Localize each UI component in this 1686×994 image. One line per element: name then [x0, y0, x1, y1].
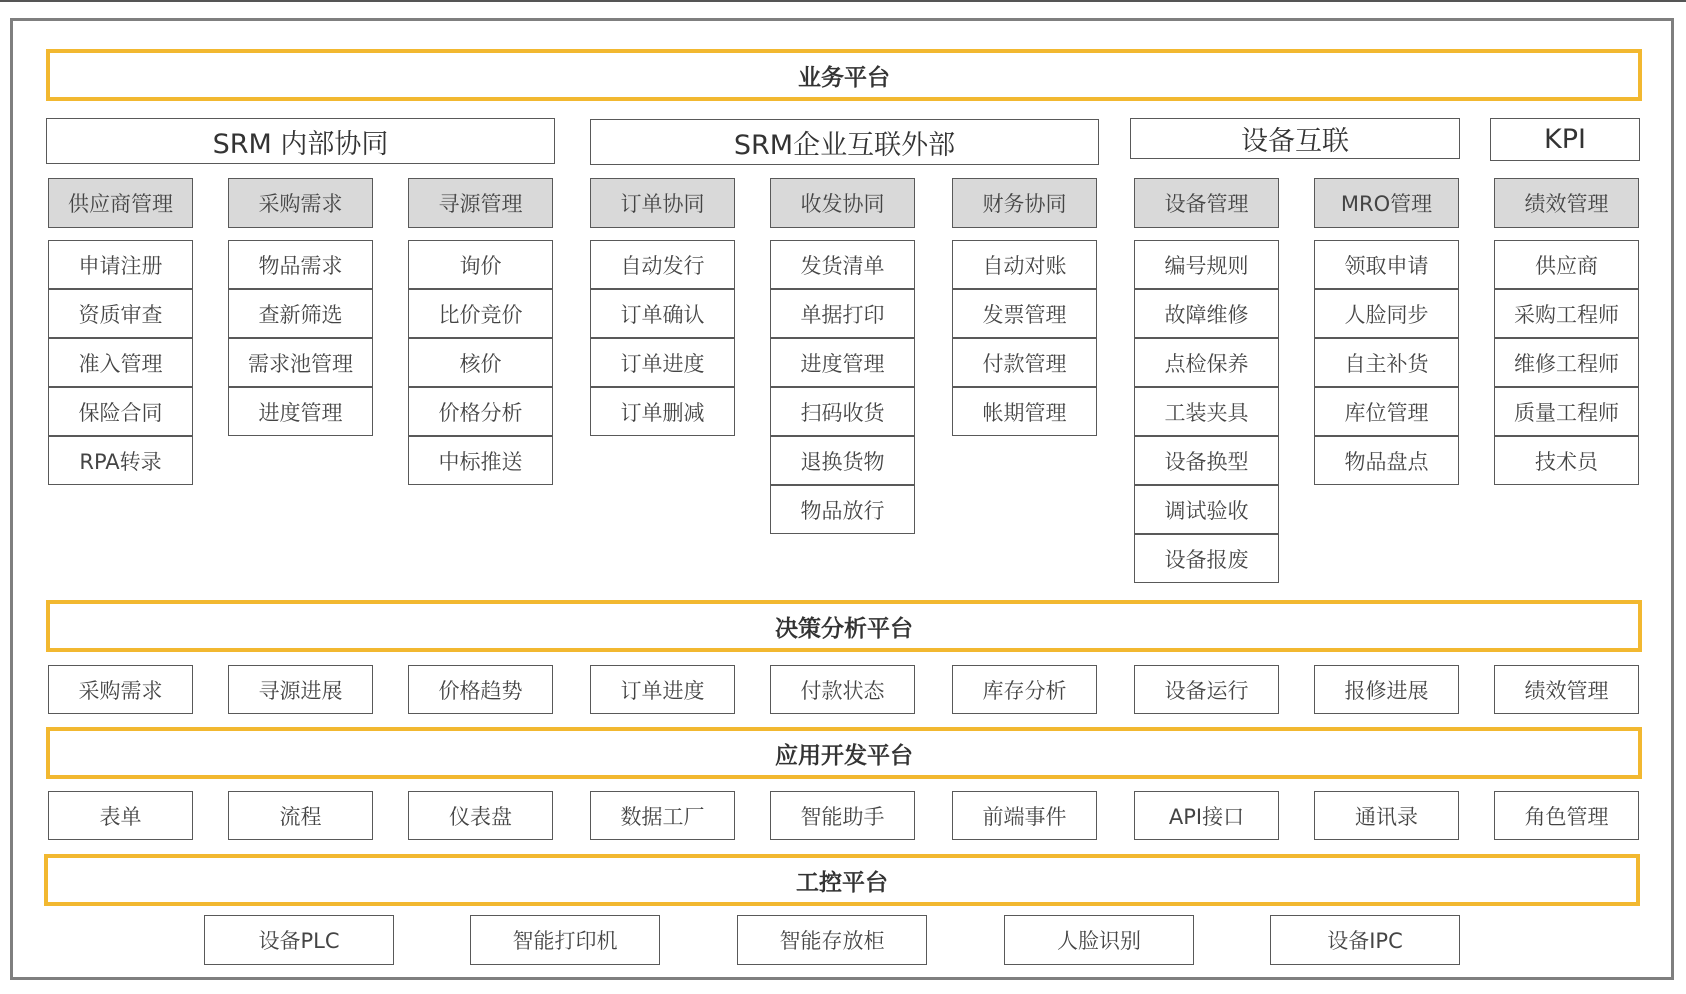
- module-item: 设备换型: [1134, 436, 1279, 485]
- module-item: 中标推送: [408, 436, 553, 485]
- group-srm-internal: SRM 内部协同: [46, 118, 555, 164]
- module-item: 自动发行: [590, 240, 735, 289]
- industrial-item: 人脸识别: [1004, 915, 1194, 965]
- industrial-item: 智能打印机: [470, 915, 660, 965]
- app-dev-item: 仪表盘: [408, 791, 553, 840]
- module-item: 发票管理: [952, 289, 1097, 338]
- module-item: 物品放行: [770, 485, 915, 534]
- decision-item: 订单进度: [590, 665, 735, 714]
- module-item: 单据打印: [770, 289, 915, 338]
- category-8: 绩效管理: [1494, 178, 1639, 228]
- module-item: 核价: [408, 338, 553, 387]
- module-item: 订单确认: [590, 289, 735, 338]
- module-item: 扫码收货: [770, 387, 915, 436]
- module-item: 退换货物: [770, 436, 915, 485]
- app-dev-item: 角色管理: [1494, 791, 1639, 840]
- app-dev-item: 表单: [48, 791, 193, 840]
- module-item: 质量工程师: [1494, 387, 1639, 436]
- group-srm-external: SRM企业互联外部: [590, 119, 1099, 165]
- module-item: 发货清单: [770, 240, 915, 289]
- module-item: 订单进度: [590, 338, 735, 387]
- group-device-interconnect: 设备互联: [1130, 118, 1460, 159]
- module-item: 技术员: [1494, 436, 1639, 485]
- module-item: 自动对账: [952, 240, 1097, 289]
- module-item: 供应商: [1494, 240, 1639, 289]
- module-item: 申请注册: [48, 240, 193, 289]
- decision-item: 设备运行: [1134, 665, 1279, 714]
- module-item: 设备报废: [1134, 534, 1279, 583]
- category-5: 财务协同: [952, 178, 1097, 228]
- module-item: 价格分析: [408, 387, 553, 436]
- module-item: 物品需求: [228, 240, 373, 289]
- category-2: 寻源管理: [408, 178, 553, 228]
- band-app-dev-platform: 应用开发平台: [46, 727, 1642, 779]
- module-item: 需求池管理: [228, 338, 373, 387]
- module-item: 调试验收: [1134, 485, 1279, 534]
- top-divider: [0, 0, 1686, 2]
- industrial-item: 智能存放柜: [737, 915, 927, 965]
- app-dev-item: 通讯录: [1314, 791, 1459, 840]
- module-item: 保险合同: [48, 387, 193, 436]
- module-item: 点检保养: [1134, 338, 1279, 387]
- category-7: MRO管理: [1314, 178, 1459, 228]
- app-dev-item: API接口: [1134, 791, 1279, 840]
- app-dev-item: 数据工厂: [590, 791, 735, 840]
- module-item: 付款管理: [952, 338, 1097, 387]
- decision-item: 采购需求: [48, 665, 193, 714]
- decision-item: 付款状态: [770, 665, 915, 714]
- category-1: 采购需求: [228, 178, 373, 228]
- decision-item: 寻源进展: [228, 665, 373, 714]
- module-item: 进度管理: [770, 338, 915, 387]
- module-item: 库位管理: [1314, 387, 1459, 436]
- module-item: 人脸同步: [1314, 289, 1459, 338]
- module-item: 订单删减: [590, 387, 735, 436]
- module-item: 询价: [408, 240, 553, 289]
- decision-item: 价格趋势: [408, 665, 553, 714]
- module-item: 比价竞价: [408, 289, 553, 338]
- band-business-platform: 业务平台: [46, 49, 1642, 101]
- module-item: 领取申请: [1314, 240, 1459, 289]
- category-6: 设备管理: [1134, 178, 1279, 228]
- band-industrial-platform: 工控平台: [44, 854, 1640, 906]
- module-item: 工装夹具: [1134, 387, 1279, 436]
- module-item: 进度管理: [228, 387, 373, 436]
- module-item: 自主补货: [1314, 338, 1459, 387]
- decision-item: 绩效管理: [1494, 665, 1639, 714]
- module-item: 查新筛选: [228, 289, 373, 338]
- industrial-item: 设备IPC: [1270, 915, 1460, 965]
- module-item: 物品盘点: [1314, 436, 1459, 485]
- industrial-item: 设备PLC: [204, 915, 394, 965]
- module-item: 维修工程师: [1494, 338, 1639, 387]
- module-item: 编号规则: [1134, 240, 1279, 289]
- group-kpi: KPI: [1490, 118, 1640, 161]
- module-item: 准入管理: [48, 338, 193, 387]
- app-dev-item: 流程: [228, 791, 373, 840]
- decision-item: 库存分析: [952, 665, 1097, 714]
- module-item: RPA转录: [48, 436, 193, 485]
- module-item: 帐期管理: [952, 387, 1097, 436]
- app-dev-item: 前端事件: [952, 791, 1097, 840]
- category-0: 供应商管理: [48, 178, 193, 228]
- module-item: 资质审查: [48, 289, 193, 338]
- module-item: 故障维修: [1134, 289, 1279, 338]
- app-dev-item: 智能助手: [770, 791, 915, 840]
- category-4: 收发协同: [770, 178, 915, 228]
- decision-item: 报修进展: [1314, 665, 1459, 714]
- category-3: 订单协同: [590, 178, 735, 228]
- band-decision-platform: 决策分析平台: [46, 600, 1642, 652]
- module-item: 采购工程师: [1494, 289, 1639, 338]
